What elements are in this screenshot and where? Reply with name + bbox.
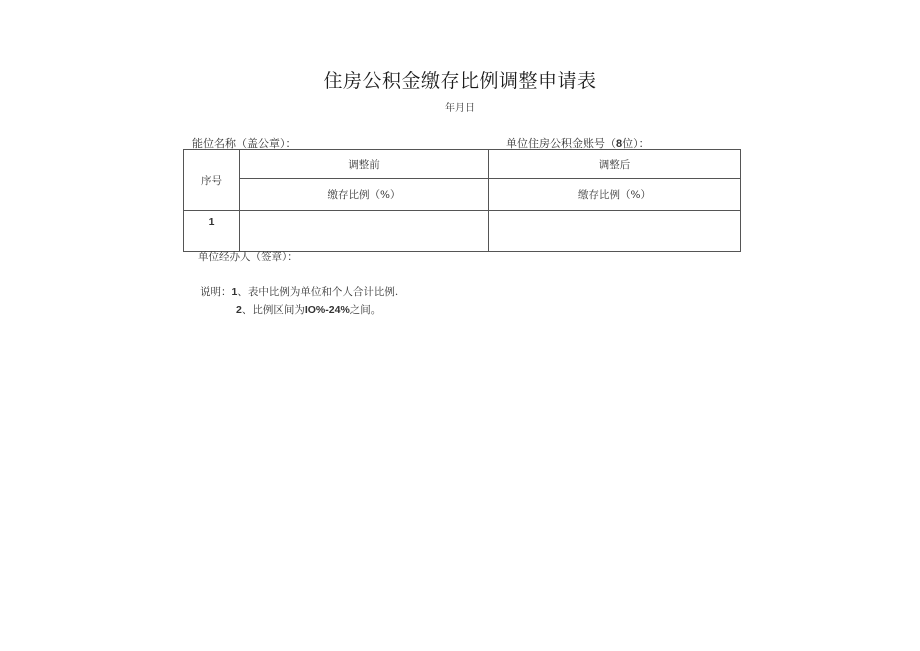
before-adjustment-header: 调整前 xyxy=(240,150,489,179)
note-2-range: IO%-24% xyxy=(304,304,350,316)
date-line: 年月日 xyxy=(445,103,475,114)
before-ratio-subheader: 缴存比例（%） xyxy=(240,179,489,211)
note-2-text-pre: 、比例区间为 xyxy=(241,304,305,316)
note-2-number: 2 xyxy=(236,304,242,316)
unit-name-label: 能位名称（盖公章）： xyxy=(192,137,297,150)
account-label-post: 位）： xyxy=(622,137,650,150)
after-ratio-cell[interactable] xyxy=(489,211,741,252)
ratio-adjustment-table xyxy=(183,149,741,252)
notes-prefix: 说明： xyxy=(200,286,232,298)
handler-signature-label: 单位经办人（签章）： xyxy=(198,251,298,263)
after-ratio-subheader: 缴存比例（%） xyxy=(489,179,741,211)
note-1-text: 、表中比例为单位和个人合计比例. xyxy=(237,286,399,298)
before-ratio-cell[interactable] xyxy=(240,211,489,252)
note-1 xyxy=(200,283,398,301)
serial-number-header: 序号 xyxy=(184,150,240,211)
note-2-text-post: 之间。 xyxy=(349,304,382,316)
form-title: 住房公积金缴存比例调整申请表 xyxy=(323,70,597,92)
row-number: 1 xyxy=(184,211,240,252)
note-2 xyxy=(200,301,398,319)
account-label-digits: 8 xyxy=(616,138,623,150)
account-label-pre: 单位住房公积金账号（ xyxy=(506,137,616,150)
after-adjustment-header: 调整后 xyxy=(489,150,741,179)
notes-section xyxy=(200,283,398,319)
note-1-number: 1 xyxy=(231,286,238,298)
table-row xyxy=(184,211,741,252)
